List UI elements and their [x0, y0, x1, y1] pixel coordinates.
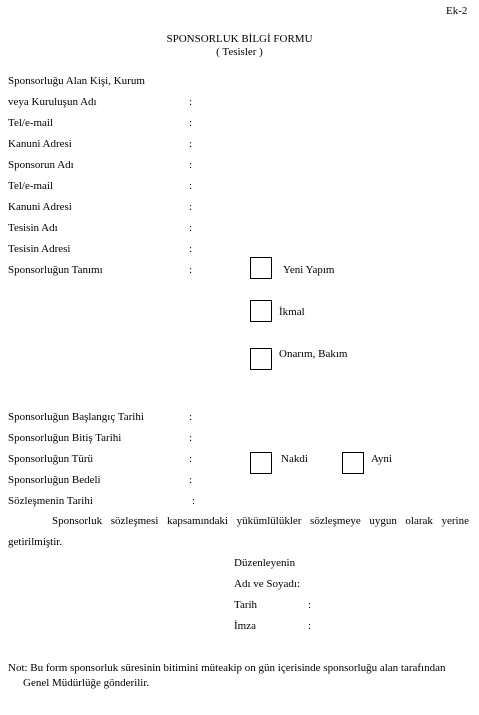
field-label-sponsor-name: Sponsorun Adı [8, 159, 74, 171]
signature-name-label: Adı ve Soyadı: [234, 578, 300, 590]
field-label-facility-address: Tesisin Adresi [8, 243, 71, 255]
field-colon: : [189, 96, 193, 108]
checkbox-label-cash: Nakdi [281, 453, 308, 465]
field-colon: : [192, 495, 196, 507]
field-label-contract-date: Sözleşmenin Tarihi [8, 495, 93, 507]
checkbox-repair-maintenance[interactable] [250, 348, 272, 370]
field-label-recipient-contact: Tel/e-mail [8, 117, 54, 129]
field-colon: : [189, 453, 193, 465]
field-label-sponsor-address: Kanuni Adresi [8, 201, 72, 213]
field-colon: : [189, 432, 193, 444]
statement-paragraph: Sponsorluk sözleşmesi kapsamındaki yükümlülükler sözleşmeye uygun olarak yerine getirilmiştir. [8, 515, 469, 548]
field-label-sponsor-contact: Tel/e-mail [8, 180, 54, 192]
field-label-recipient-name: veya Kuruluşun Adı [8, 96, 97, 108]
checkbox-cash[interactable] [250, 452, 272, 474]
field-label-start-date: Sponsorluğun Başlangıç Tarihi [8, 411, 144, 423]
field-label-facility-name: Tesisin Adı [8, 222, 58, 234]
field-colon: : [189, 222, 193, 234]
field-label-recipient-address: Kanuni Adresi [8, 138, 72, 150]
field-colon: : [189, 159, 193, 171]
checkbox-label-completion: İkmal [279, 306, 305, 318]
field-colon: : [189, 201, 193, 213]
signature-sign-label: İmza [234, 620, 256, 632]
field-label-sponsorship-amount: Sponsorluğun Bedeli [8, 474, 101, 486]
field-label-sponsorship-type: Sponsorluğun Türü [8, 453, 94, 465]
checkbox-label-repair-maintenance: Onarım, Bakım [279, 348, 348, 360]
field-colon: : [189, 411, 193, 423]
checkbox-label-new-construction: Yeni Yapım [283, 264, 335, 276]
form-title: SPONSORLUK BİLGİ FORMU [166, 33, 313, 45]
checkbox-label-in-kind: Ayni [371, 453, 392, 465]
field-label-recipient-line1: Sponsorluğu Alan Kişi, Kurum [8, 75, 145, 87]
checkbox-in-kind[interactable] [342, 452, 364, 474]
signature-sign-colon: : [308, 620, 312, 632]
checkbox-new-construction[interactable] [250, 257, 272, 279]
field-label-sponsorship-definition: Sponsorluğun Tanımı [8, 264, 103, 276]
field-colon: : [189, 117, 193, 129]
form-subtitle: ( Tesisler ) [216, 46, 263, 58]
signature-date-colon: : [308, 599, 312, 611]
field-colon: : [189, 180, 193, 192]
field-colon: : [189, 243, 193, 255]
field-colon: : [189, 264, 193, 276]
signature-date-label: Tarih [234, 599, 258, 611]
footnote: Not: Bu form sponsorluk süresinin bitimini müteakip on gün içerisinde sponsorluğu alan tarafından Genel Müdürlüğe gönderilir. [8, 662, 446, 689]
field-colon: : [189, 138, 193, 150]
field-colon: : [189, 474, 193, 486]
annex-label: Ek-2 [446, 5, 468, 17]
checkbox-completion[interactable] [250, 300, 272, 322]
field-label-end-date: Sponsorluğun Bitiş Tarihi [8, 432, 122, 444]
signature-heading: Düzenleyenin [234, 557, 296, 569]
